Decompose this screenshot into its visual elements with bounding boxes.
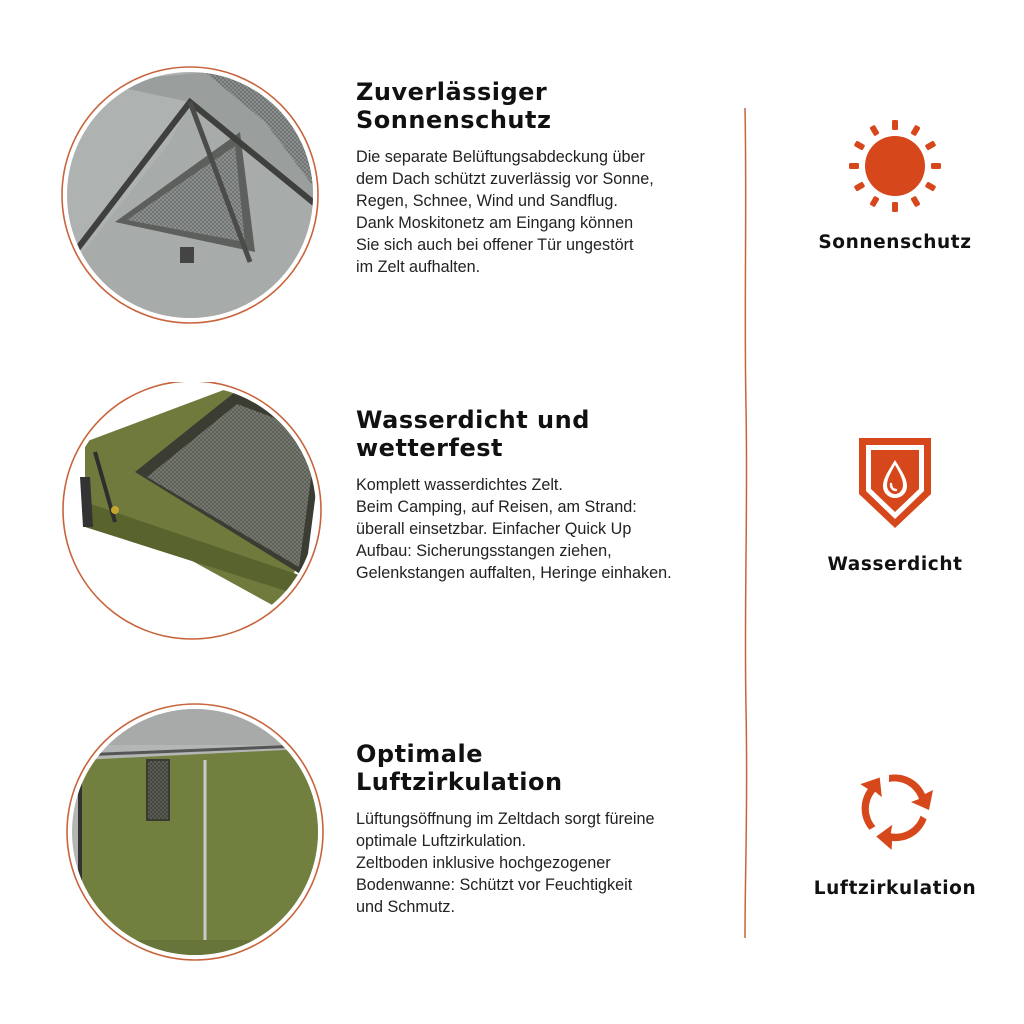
feature-sun-protection	[0, 60, 740, 340]
badge-label: Wasserdicht	[827, 554, 963, 575]
tent-wall-photo	[55, 700, 325, 970]
feature-title: Wasserdicht und wetterfest	[356, 406, 590, 462]
feature-description: Die separate Belüftungsabdeckung über dem Dach schützt zuverlässig vor Sonne, Regen, Schnee, Wind und Sandflug. Dank Moskitonetz am Eingang können Sie sich auch bei offener Tür ungestört im Zelt aufhalten.	[356, 148, 654, 276]
sun-icon	[847, 118, 943, 214]
feature-description: Komplett wasserdichtes Zelt. Beim Camping, auf Reisen, am Strand: überall einsetzbar. Einfacher Quick Up Aufbau: Sicherungsstangen ziehen, Gelenkstangen auffalten, Heringe einhaken.	[356, 476, 672, 582]
badge-sun-protection	[770, 118, 1020, 253]
feature-waterproof	[0, 382, 740, 662]
badge-label: Luftzirkulation	[813, 878, 977, 899]
feature-title: Optimale Luftzirkulation	[356, 740, 563, 796]
badge-label: Sonnenschutz	[818, 232, 972, 253]
feature-title: Zuverlässiger Sonnenschutz	[356, 78, 552, 134]
tent-door-photo	[55, 382, 325, 652]
badge-waterproof	[770, 434, 1020, 575]
water-shield-icon	[855, 434, 935, 532]
tent-vent-photo	[55, 62, 325, 332]
circulation-arrows-icon	[847, 760, 943, 856]
feature-description: Lüftungsöffnung im Zeltdach sorgt füreine optimale Luftzirkulation. Zeltboden inklusive hochgezogener Bodenwanne: Schützt vor Feuchtigkeit und Schmutz.	[356, 810, 655, 916]
badge-air-circulation	[770, 760, 1020, 899]
vertical-divider	[742, 108, 750, 938]
feature-air-circulation	[0, 700, 740, 980]
